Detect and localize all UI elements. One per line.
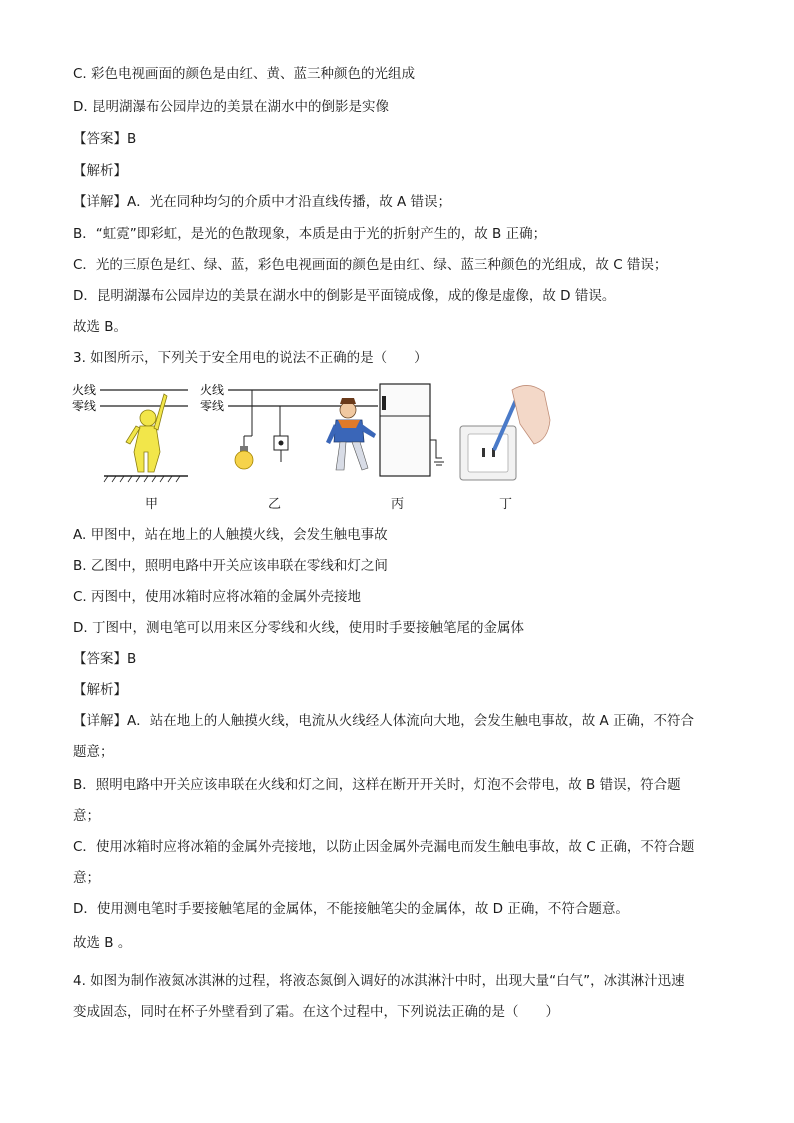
live-wire-label: 火线 — [200, 383, 225, 397]
conclusion: 故选 B。 — [73, 319, 128, 335]
refrigerator-icon — [380, 384, 444, 476]
answer-label: 【答案】B — [73, 131, 137, 147]
detail-line: D．使用测电笔时手要接触笔尾的金属体，不能接触笔尖的金属体，故 D 正确，不符合题意。 — [73, 901, 629, 917]
figure-label-yi: 乙 — [268, 497, 282, 512]
option-d: D. 丁图中，测电笔可以用来区分零线和火线，使用时手要接触笔尾的金属体 — [73, 620, 524, 636]
safety-circuit-figure — [68, 380, 558, 510]
question-stem: 变成固态，同时在杯子外壁看到了霜。在这个过程中，下列说法正确的是（ ） — [73, 1004, 559, 1020]
detail-line: 意； — [73, 808, 100, 824]
neutral-wire-label: 零线 — [200, 399, 225, 413]
answer-label: 【答案】B — [73, 651, 137, 667]
wall-socket-icon — [460, 426, 516, 480]
detail-line: C．使用冰箱时应将冰箱的金属外壳接地，以防止因金属外壳漏电而发生触电事故，故 C 正确，不符合题 — [73, 839, 695, 855]
detail-line: 【详解】A．光在同种均匀的介质中才沿直线传播，故 A 错误； — [73, 194, 452, 210]
detail-line: 【详解】A．站在地上的人触摸火线，电流从火线经人体流向大地，会发生触电事故，故 A 正确，不符合 — [73, 713, 695, 729]
option-b: B. 乙图中，照明电路中开关应该串联在零线和灯之间 — [73, 558, 388, 574]
light-bulb-icon — [235, 446, 253, 469]
question-stem: 4. 如图为制作液氮冰淇淋的过程，将液态氮倒入调好的冰淇淋汁中时，出现大量“白气”，冰淇淋汁迅速 — [73, 973, 685, 989]
question-stem: 3. 如图所示，下列关于安全用电的说法不正确的是（ ） — [73, 350, 428, 366]
neutral-wire-label: 零线 — [72, 399, 97, 413]
figure-label-ding: 丁 — [499, 497, 513, 512]
detail-line: D．昆明湖瀑布公园岸边的美景在湖水中的倒影是平面镜成像，成的像是虚像，故 D 错误。 — [73, 288, 616, 304]
option-c: C. 彩色电视画面的颜色是由红、黄、蓝三种颜色的光组成 — [73, 66, 416, 82]
option-d: D. 昆明湖瀑布公园岸边的美景在湖水中的倒影是实像 — [73, 99, 389, 115]
analysis-label: 【解析】 — [73, 163, 127, 179]
option-c: C. 丙图中，使用冰箱时应将冰箱的金属外壳接地 — [73, 589, 362, 605]
figure-drawing — [68, 380, 558, 492]
detail-line: 意； — [73, 870, 100, 886]
detail-line: B．照明电路中开关应该串联在火线和灯之间，这样在断开开关时，灯泡不会带电，故 B 错误，符合题 — [73, 777, 681, 793]
hand-icon — [512, 385, 550, 444]
figure-label-jia: 甲 — [145, 497, 159, 512]
option-a: A. 甲图中，站在地上的人触摸火线，会发生触电事故 — [73, 527, 388, 543]
conclusion: 故选 B 。 — [73, 935, 132, 951]
live-wire-label: 火线 — [72, 383, 97, 397]
detail-line: B．“虹霓”即彩虹，是光的色散现象，本质是由于光的折射产生的，故 B 正确； — [73, 226, 547, 242]
detail-line: 题意； — [73, 744, 114, 760]
person-with-fridge-icon — [326, 398, 376, 470]
figure-label-bing: 丙 — [391, 497, 405, 512]
detail-line: C．光的三原色是红、绿、蓝，彩色电视画面的颜色是由红、绿、蓝三种颜色的光组成，故 C 错误； — [73, 257, 668, 273]
analysis-label: 【解析】 — [73, 682, 127, 698]
